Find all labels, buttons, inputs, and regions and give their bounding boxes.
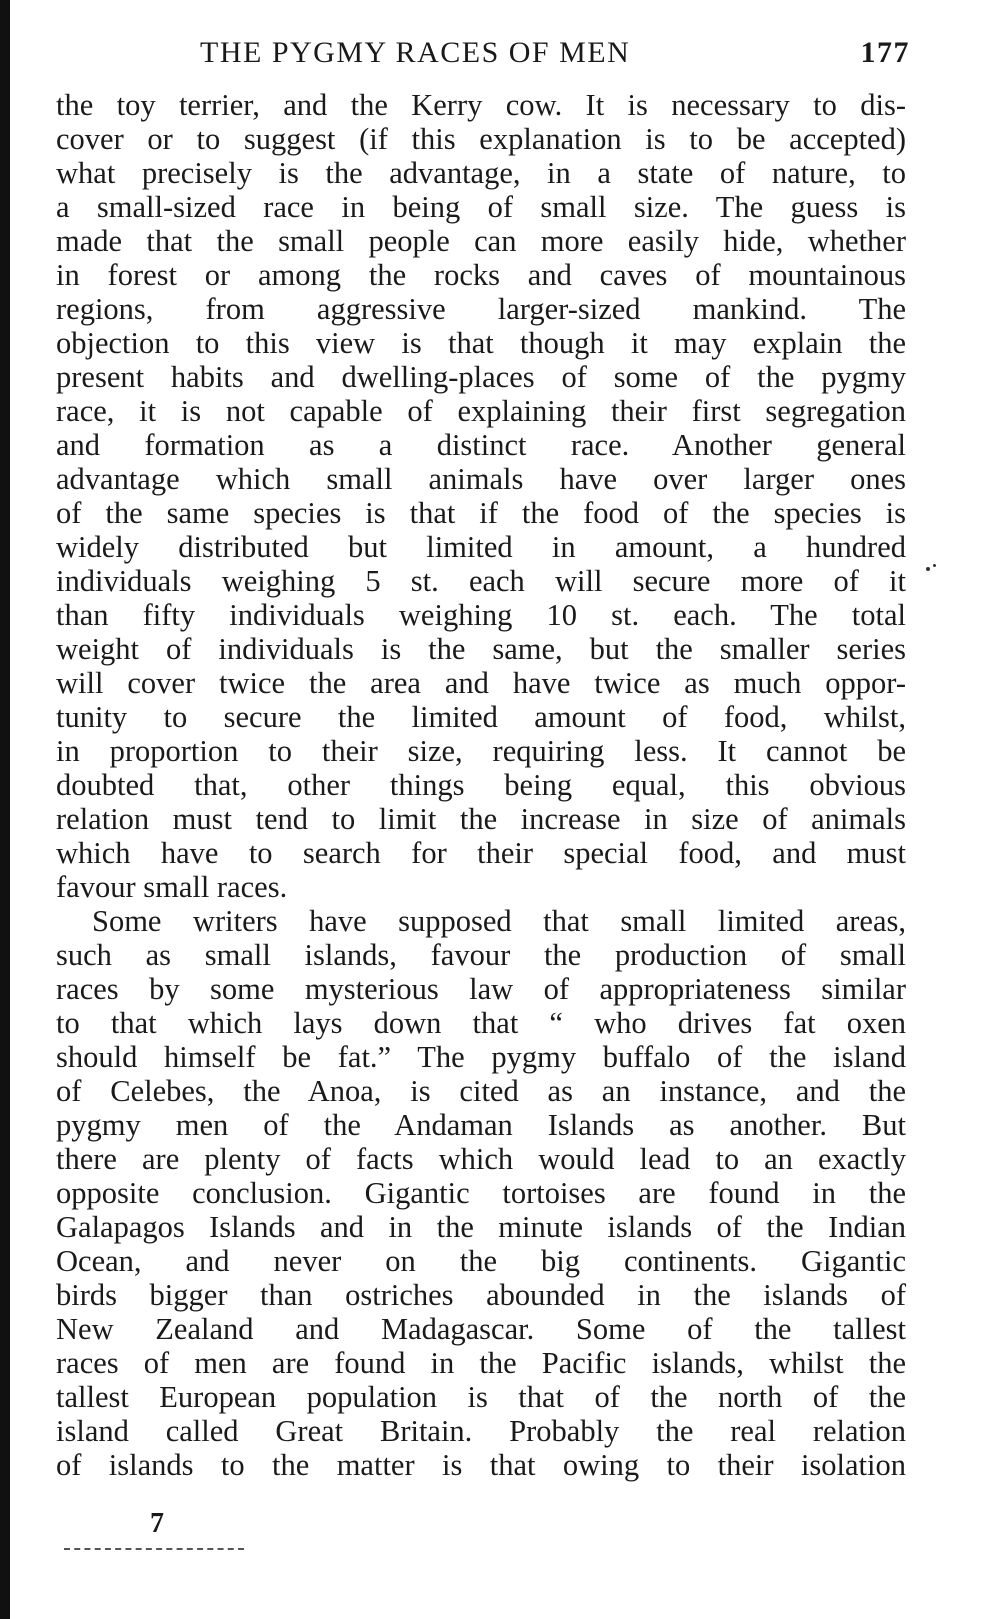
text-line: races of men are found in the Pacific islands, whilst the [56,1346,906,1380]
text-line: will cover twice the area and have twice as much oppor- [56,666,906,700]
text-line: advantage which small animals have over larger ones [56,462,906,496]
text-line: a small-sized race in being of small size. The guess is [56,190,906,224]
text-line: individuals weighing 5 st. each will secure more of it [56,564,906,598]
text-line: there are plenty of facts which would lead to an exactly [56,1142,906,1176]
ink-speck [926,567,930,571]
binding-edge [0,0,10,1619]
running-header [200,36,910,76]
text-line: made that the small people can more easily hide, whether [56,224,906,258]
text-line: of the same species is that if the food of the species is [56,496,906,530]
text-line: the toy terrier, and the Kerry cow. It is necessary to dis- [56,88,906,122]
running-title: THE PYGMY RACES OF MEN [200,36,631,69]
text-line: weight of individuals is the same, but the smaller series [56,632,906,666]
text-line: what precisely is the advantage, in a state of nature, to [56,156,906,190]
text-line: tunity to secure the limited amount of food, whilst, [56,700,906,734]
text-line: such as small islands, favour the production of small [56,938,906,972]
text-line: to that which lays down that “ who drives fat oxen [56,1006,906,1040]
paragraph-end-line: favour small races. [56,870,288,904]
text-line: in proportion to their size, requiring less. It cannot be [56,734,906,768]
signature-mark: 7 [150,1508,164,1539]
text-line: should himself be fat.” The pygmy buffalo of the island [56,1040,906,1074]
text-line: birds bigger than ostriches abounded in the islands of [56,1278,906,1312]
page-number: 177 [860,36,910,69]
text-line: Ocean, and never on the big continents. Gigantic [56,1244,906,1278]
text-line: race, it is not capable of explaining their first segregation [56,394,906,428]
text-line: cover or to suggest (if this explanation is to be accepted) [56,122,906,156]
text-line: in forest or among the rocks and caves of mountainous [56,258,906,292]
text-line: races by some mysterious law of appropriateness similar [56,972,906,1006]
text-line: pygmy men of the Andaman Islands as another. But [56,1108,906,1142]
text-line: relation must tend to limit the increase in size of animals [56,802,906,836]
text-line: widely distributed but limited in amount, a hundred [56,530,906,564]
footer-dash-rule [64,1548,244,1550]
text-line: of Celebes, the Anoa, is cited as an instance, and the [56,1074,906,1108]
ink-speck [933,564,936,567]
text-line: island called Great Britain. Probably the real relation [56,1414,906,1448]
text-line: doubted that, other things being equal, this obvious [56,768,906,802]
text-line: opposite conclusion. Gigantic tortoises are found in the [56,1176,906,1210]
text-line: of islands to the matter is that owing to their isolation [56,1448,906,1482]
text-line: tallest European population is that of the north of the [56,1380,906,1414]
text-line: objection to this view is that though it may explain the [56,326,906,360]
text-line: than fifty individuals weighing 10 st. each. The total [56,598,906,632]
body-text [56,88,906,1482]
paragraph-start-line: Some writers have supposed that small limited areas, [92,904,906,938]
text-line: present habits and dwelling-places of some of the pygmy [56,360,906,394]
text-line: Galapagos Islands and in the minute islands of the Indian [56,1210,906,1244]
text-line: regions, from aggressive larger-sized mankind. The [56,292,906,326]
text-line: New Zealand and Madagascar. Some of the tallest [56,1312,906,1346]
text-line: and formation as a distinct race. Another general [56,428,906,462]
text-line: which have to search for their special food, and must [56,836,906,870]
